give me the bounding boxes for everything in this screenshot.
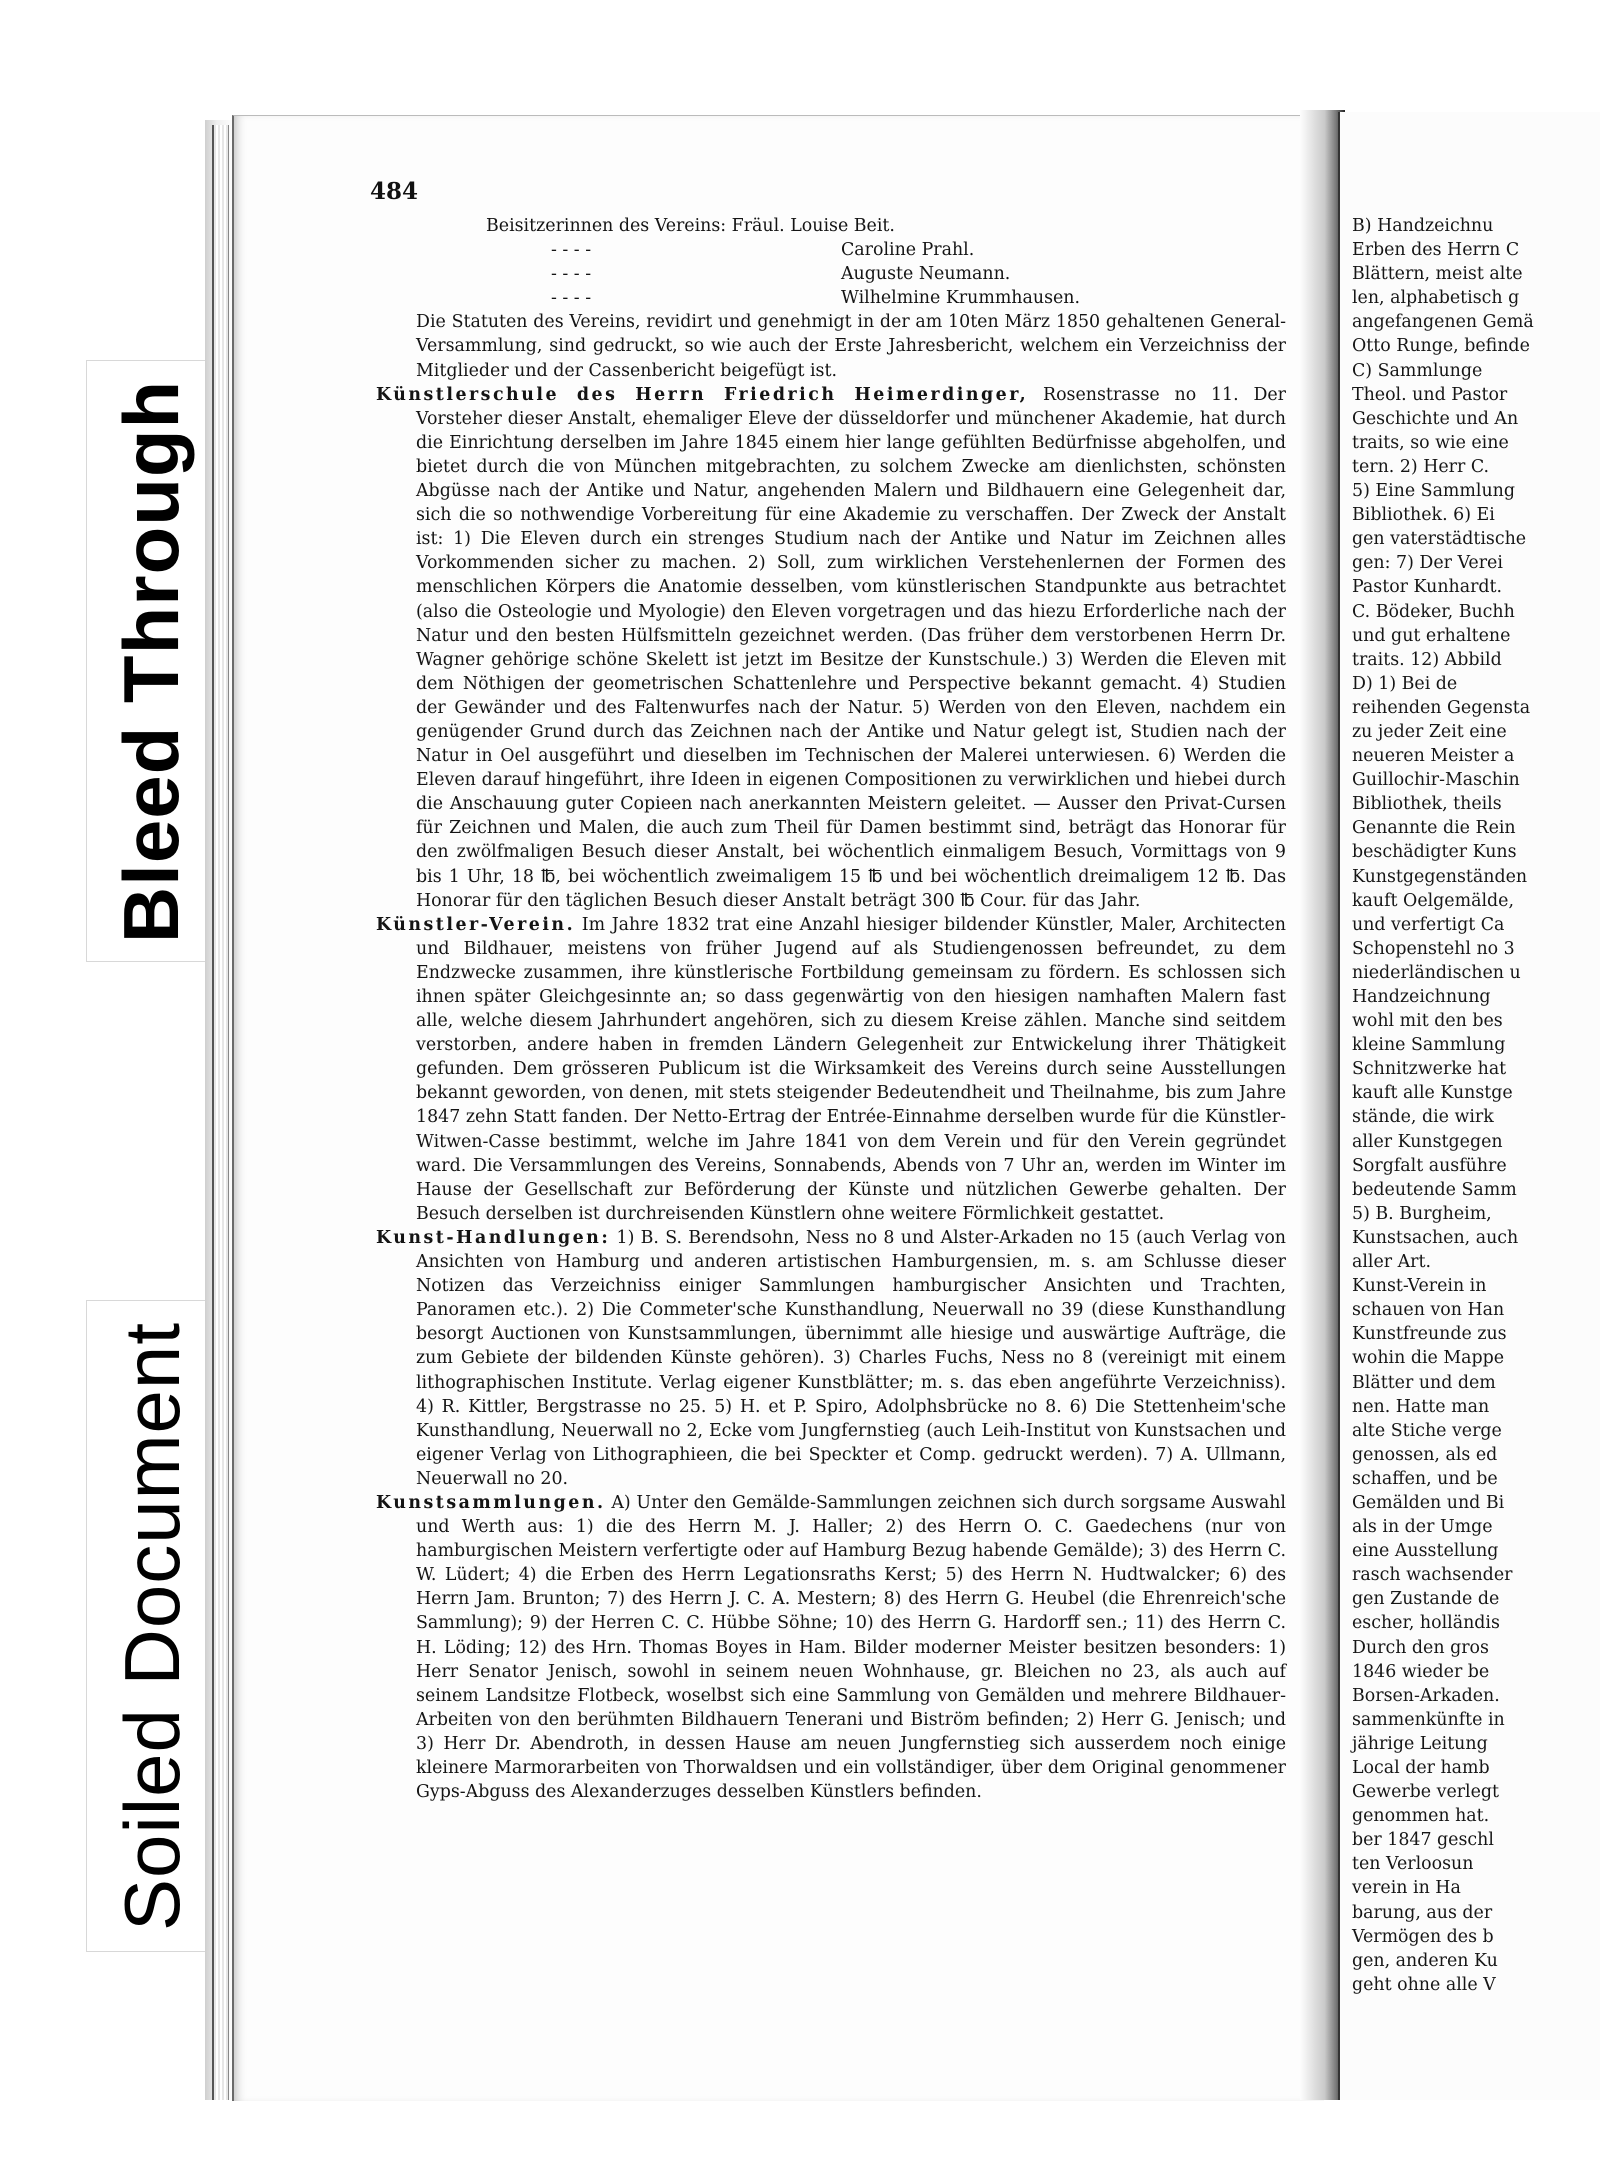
right-page-line: und verfertigt Ca: [1352, 914, 1505, 935]
right-page-line: len, alphabetisch g: [1352, 288, 1520, 309]
right-page-line: kleine Sammlung: [1352, 1035, 1506, 1056]
kunstsammlungen-entry: [376, 1491, 1286, 1804]
beisitzerin-line: [376, 238, 1286, 262]
right-page-line: Bibliothek. 6) Ei: [1352, 505, 1495, 526]
right-page-line: gen, anderen Ku: [1352, 1950, 1498, 1971]
right-page-line: B) Handzeichnu: [1352, 216, 1494, 236]
right-page-line: Geschichte und An: [1352, 408, 1519, 429]
page-stack-edges: [212, 125, 229, 2100]
right-page-line: Guillochir-Maschin: [1352, 770, 1520, 791]
right-page-line: genommen hat.: [1352, 1806, 1490, 1827]
right-page-line: niederländischen u: [1352, 962, 1521, 983]
right-page-text: [1352, 214, 1600, 1997]
right-page-line: neueren Meister a: [1352, 746, 1515, 767]
right-page-line: alte Stiche verge: [1352, 1420, 1502, 1441]
kunst-handlungen-body: 1) B. S. Berendsohn, Ness no 8 und Alster-Arkaden no 15 (auch Verlag von Ansichten von Hamburg und anderen artistischen Hamburgensien, m. s. am Schlusse dieser Notizen das Verzeichniss einiger Sammlungen hamburgischer Ansichten und Trachten, Panoramen etc.). 2) Die Commeter'sche Kunsthandlung, Neuerwall no 39 (diese Kunsthandlung besorgt Auctionen von Kunstsammlungen, übernimmt alle hiesige und auswärtige Aufträge, die zum Gebiete der bildenden Künste gehören). 3) Charles Fuchs, Ness no 8 (vereinigt mit einem lithographischen Institute. Verlag eigener Kunstblätter; m. s. das eben angeführte Verzeichniss). 4) R. Kittler, Bergstrasse no 25. 5) H. et P. Spiro, Adolphsbrücke no 8. 6) Die Stettenheim'sche Kunsthandlung, Neuerwall no 2, Ecke vom Jungfernstieg (auch Leih-Institut von Kunstsachen und eigener Verlag von Lithographieen, die bei Speckter et Comp. gedruckt werden). 7) A. Ullmann, Neuerwall no 20.: [416, 1227, 1286, 1489]
right-page-line: gen Zustande de: [1352, 1589, 1500, 1610]
right-page-line: Kunst-Verein in: [1352, 1276, 1487, 1297]
right-page-line: Sorgfalt ausführe: [1352, 1155, 1507, 1176]
right-page-line: verein in Ha: [1352, 1878, 1461, 1899]
right-page-line: Schnitzwerke hat: [1352, 1059, 1507, 1080]
right-page-line: rasch wachsender: [1352, 1565, 1513, 1586]
right-page-line: bedeutende Samm: [1352, 1179, 1517, 1200]
right-page-line: Otto Runge, befinde: [1352, 336, 1530, 357]
beisitzerin-line: [376, 286, 1286, 310]
right-page-line: 5) Eine Sammlung: [1352, 481, 1516, 502]
right-page-line: Blätter und dem: [1352, 1372, 1496, 1393]
right-page-line: Kunstgegenständen: [1352, 866, 1528, 887]
right-page-line: traits. 12) Abbild: [1352, 649, 1502, 670]
right-page-line: stände, die wirk: [1352, 1107, 1494, 1128]
right-page-line: Kunstfreunde zus: [1352, 1324, 1507, 1345]
right-page-line: kauft alle Kunstge: [1352, 1083, 1513, 1104]
right-page-line: genossen, als ed: [1352, 1444, 1498, 1465]
right-page-line: angefangenen Gemä: [1352, 312, 1534, 333]
ditto-dashes: - - - -: [551, 240, 592, 261]
right-page-line: Schopenstehl no 3: [1352, 938, 1515, 959]
right-page-line: wohin die Mappe: [1352, 1348, 1505, 1369]
kunstsammlungen-body: A) Unter den Gemälde-Sammlungen zeichnen sich durch sorgsame Auswahl und Werth aus: 1) die des Herrn M. J. Haller; 2) des Herrn O. C. Gaedechens (nur von hamburgischen Meistern verfertigte oder auf Hamburg Bezug habende Gemälde); 3) des Herrn C. W. Lüdert; 4) die Erben des Herrn Legationsraths Kerst; 5) des Herrn N. Hudtwalcker; 6) des Herrn Jam. Brunton; 7) des Herrn J. C. A. Mestern; 8) des Herrn G. Heubel (die Ehrenreich'sche Sammlung); 9) der Herren C. C. Hübbe Söhne; 10) des Herrn G. Hardorff sen.; 11) des Herrn C. H. Löding; 12) des Hrn. Thomas Boyes in Ham. Bilder moderner Meister besitzen besonders: 1) Herr Senator Jenisch, sowohl in seinem neuen Wohnhause, gr. Bleichen no 23, als auch auf seinem Landsitze Flotbeck, woselbst sich eine Sammlung von Gemälden und mehrere Bildhauer-Arbeiten von den berühmten Bildhauern Tenerani und Biström befinden; 2) Herr G. Jenisch; und 3) Herr Dr. Abendroth, in dessen Hause am neuen Jungfernstieg sich ausserdem noch einige kleinere Marmorarbeiten von Thorwaldsen und ein vollständiger, über dem Original genommener Gyps-Abguss des Alexanderzuges desselben Künstlers befinden.: [416, 1492, 1286, 1803]
right-page-line: wohl mit den bes: [1352, 1011, 1503, 1032]
right-page-line: kauft Oelgemälde,: [1352, 890, 1514, 911]
right-page-line: ber 1847 geschl: [1352, 1830, 1494, 1851]
kuenstler-verein-entry: [376, 913, 1286, 1226]
right-page-line: jährige Leitung: [1352, 1733, 1488, 1754]
right-page-line: C) Sammlunge: [1352, 360, 1483, 381]
page-number: 484: [370, 178, 419, 205]
right-page-line: gen: 7) Der Verei: [1352, 553, 1503, 574]
right-page-line: barung, aus der: [1352, 1902, 1493, 1923]
ditto-dashes: - - - -: [551, 288, 592, 309]
right-page-line: 5) B. Burgheim,: [1352, 1203, 1492, 1224]
right-page-line: ten Verloosun: [1352, 1854, 1474, 1875]
right-page-line: schaffen, und be: [1352, 1468, 1498, 1489]
soiled-document-label: [86, 1300, 218, 1952]
right-page-line: Gemälden und Bi: [1352, 1492, 1505, 1513]
right-page-line: Bibliothek, theils: [1352, 794, 1502, 815]
right-page-line: und gut erhaltene: [1352, 625, 1511, 646]
right-page-line: Durch den gros: [1352, 1637, 1489, 1658]
beisitzerin-name: Wilhelmine Krummhausen.: [841, 288, 1081, 309]
beisitzerin-name: Caroline Prahl.: [841, 240, 975, 261]
kuenstlerschule-body: Rosenstrasse no 11. Der Vorsteher dieser Anstalt, ehemaliger Eleve der düsseldorfer und münchener Akademie, hat durch die Einrichtung derselben im Jahre 1845 einem hier lange gefühlten Bedürfnisse abgeholfen, und bietet durch die von München mitgebrachten, zu solchem Zwecke am dienlichsten, schönsten Abgüsse nach der Antike und Natur, angehenden Malern und Bildhauern eine Gelegenheit dar, sich die so nothwendige Vorbereitung für eine Akademie zu verschaffen. Der Zweck der Anstalt ist: 1) Die Eleven durch ein strenges Studium nach der Antike und Natur im Zeichnen alles Vorkommenden sicher zu machen. 2) Soll, zum wirklichen Verstehenlernen der Formen des menschlichen Körpers die Anatomie desselben, vom künstlerischen Standpunkte aus betrachtet (also die Osteologie und Myologie) den Eleven vorgetragen und das hiezu Erforderliche nach der Natur und den besten Hülfsmitteln gezeichnet werden. (Das früher dem verstorbenen Herrn Dr. Wagner gehörige schöne Skelett ist jetzt im Besitze der Kunstschule.) 3) Werden die Eleven mit dem Nöthigen der geometrischen Schattenlehre und Perspective bekannt gemacht. 4) Studien der Gewänder und des Faltenwurfes nach der Natur. 5) Werden von den Eleven, nachdem ein genügender Grund durch das Zeichnen nach der Antike und Natur gelegt ist, Studien nach der Natur in Oel ausgeführt und dieselben im Technischen der Malerei unterwiesen. 6) Werden die Eleven darauf hingeführt, ihre Ideen in eigenen Compositionen zu verwirklichen und hiebei durch die Anschauung guter Copieen nach anerkannten Meistern geleitet. — Ausser den Privat-Cursen für Zeichnen und Malen, die auch zum Theil für Damen bestimmt sind, beträgt das Honorar für den zwölfmaligen Besuch dieser Anstalt, bei wöchentlich einmaligem Besuch, Vormittags von 9 bis 1 Uhr, 18 ℔, bei wöchentlich zweimaligem 15 ℔ und bei wöchentlich dreimaligem 12 ℔. Das Honorar für den täglichen Besuch dieser Anstalt beträgt 300 ℔ Cour. für das Jahr.: [416, 384, 1286, 911]
beisitzerin-name: Auguste Neumann.: [841, 264, 1011, 285]
ditto-dashes: - - - -: [551, 264, 592, 285]
right-page-line: Handzeichnung: [1352, 987, 1491, 1007]
statuten-paragraph: Die Statuten des Vereins, revidirt und genehmigt in der am 10ten März 1850 gehaltenen General-Versammlung, sind gedruckt, so wie auch der Erste Jahresbericht, welchem ein Verzeichniss der Mitglieder und der Cassenbericht beigefügt ist.: [416, 312, 1286, 381]
right-page-line: traits, so wie eine: [1352, 432, 1509, 453]
right-page-line: zu jeder Zeit eine: [1352, 721, 1507, 742]
bleed-through-label: [86, 360, 218, 962]
right-page-line: D) 1) Bei de: [1352, 673, 1458, 694]
kunst-handlungen-heading: Kunst-Handlungen:: [376, 1227, 611, 1248]
right-page-line: Blättern, meist alte: [1352, 264, 1523, 285]
bleed-through-text: Bleed Through: [107, 379, 196, 943]
kuenstlerschule-entry: [376, 383, 1286, 913]
right-page-line: beschädigter Kuns: [1352, 842, 1517, 863]
kuenstlerschule-heading: Künstlerschule des Herrn Friedrich Heimerdinger,: [376, 384, 1029, 405]
kunstsammlungen-heading: Kunstsammlungen.: [376, 1492, 606, 1513]
right-page-line: sammenkünfte in: [1352, 1709, 1505, 1730]
right-page-line: tern. 2) Herr C.: [1352, 456, 1490, 477]
right-page-line: als in der Umge: [1352, 1517, 1493, 1538]
right-page-line: Theol. und Pastor: [1352, 384, 1508, 405]
right-page-line: Pastor Kunhardt.: [1352, 577, 1503, 598]
right-page-line: schauen von Han: [1352, 1300, 1505, 1321]
kuenstler-verein-body: Im Jahre 1832 trat eine Anzahl hiesiger bildender Künstler, Maler, Architecten und Bildhauer, meistens von früher Jugend auf als Studiengenossen befreundet, zu dem Endzwecke zusammen, ihre künstlerische Fortbildung gemeinsam zu fördern. Es schlossen sich ihnen später Gleichgesinnte an; so dass gegenwärtig von den hiesigen namhaften Malern fast alle, welche diesem Jahrhundert angehören, sich zu diesem Kreise zählen. Manche sind seitdem verstorben, andere haben in fremden Ländern Gelegenheit zur Entwickelung ihrer Thätigkeit gefunden. Dem grösseren Publicum ist die Wirksamkeit des Vereins durch seine Ausstellungen bekannt geworden, von denen, mit stets steigender Bedeutendheit und Theilnahme, bis zum Jahre 1847 zehn Statt fanden. Der Netto-Ertrag der Entrée-Einnahme derselben wurde für die Künstler-Witwen-Casse bestimmt, welche im Jahre 1841 von dem Verein und für den Verein gegründet ward. Die Versammlungen des Vereins, Sonnabends, Abends von 7 Uhr an, werden im Winter im Hause der Gesellschaft zur Beförderung der Künste und nützlichen Gewerbe gehalten. Der Besuch derselben ist durchreisenden Künstlern ohne weitere Förmlichkeit gestattet.: [416, 914, 1286, 1224]
right-page-line: geht ohne alle V: [1352, 1974, 1496, 1995]
left-page-text: [376, 214, 1286, 1804]
right-page-line: aller Kunstgegen: [1352, 1131, 1503, 1152]
right-page-line: Local der hamb: [1352, 1758, 1490, 1778]
right-page-line: eine Ausstellung: [1352, 1541, 1499, 1562]
right-page-line: aller Art.: [1352, 1252, 1432, 1273]
beisitzerinnen-intro: Beisitzerinnen des Vereins: Fräul. Louise Beit.: [486, 216, 895, 236]
soiled-document-text: Soiled Document: [107, 1321, 196, 1931]
right-page-line: Borsen-Arkaden.: [1352, 1685, 1500, 1706]
right-page-line: gen vaterstädtische: [1352, 529, 1527, 550]
beisitzerin-line: [376, 262, 1286, 286]
right-page-line: reihenden Gegensta: [1352, 697, 1531, 718]
right-page-line: Vermögen des b: [1352, 1926, 1494, 1947]
right-page-line: escher, holländis: [1352, 1613, 1500, 1634]
right-page-line: Genannte die Rein: [1352, 818, 1516, 839]
right-page-line: Gewerbe verlegt: [1352, 1782, 1500, 1803]
right-page-line: C. Bödeker, Buchh: [1352, 601, 1515, 622]
right-page-line: Erben des Herrn C: [1352, 240, 1520, 261]
right-page-line: 1846 wieder be: [1352, 1661, 1490, 1682]
kuenstler-verein-heading: Künstler-Verein.: [376, 914, 576, 935]
right-page-line: Kunstsachen, auch: [1352, 1227, 1519, 1248]
right-page-line: nen. Hatte man: [1352, 1396, 1490, 1417]
kunst-handlungen-entry: [376, 1226, 1286, 1491]
